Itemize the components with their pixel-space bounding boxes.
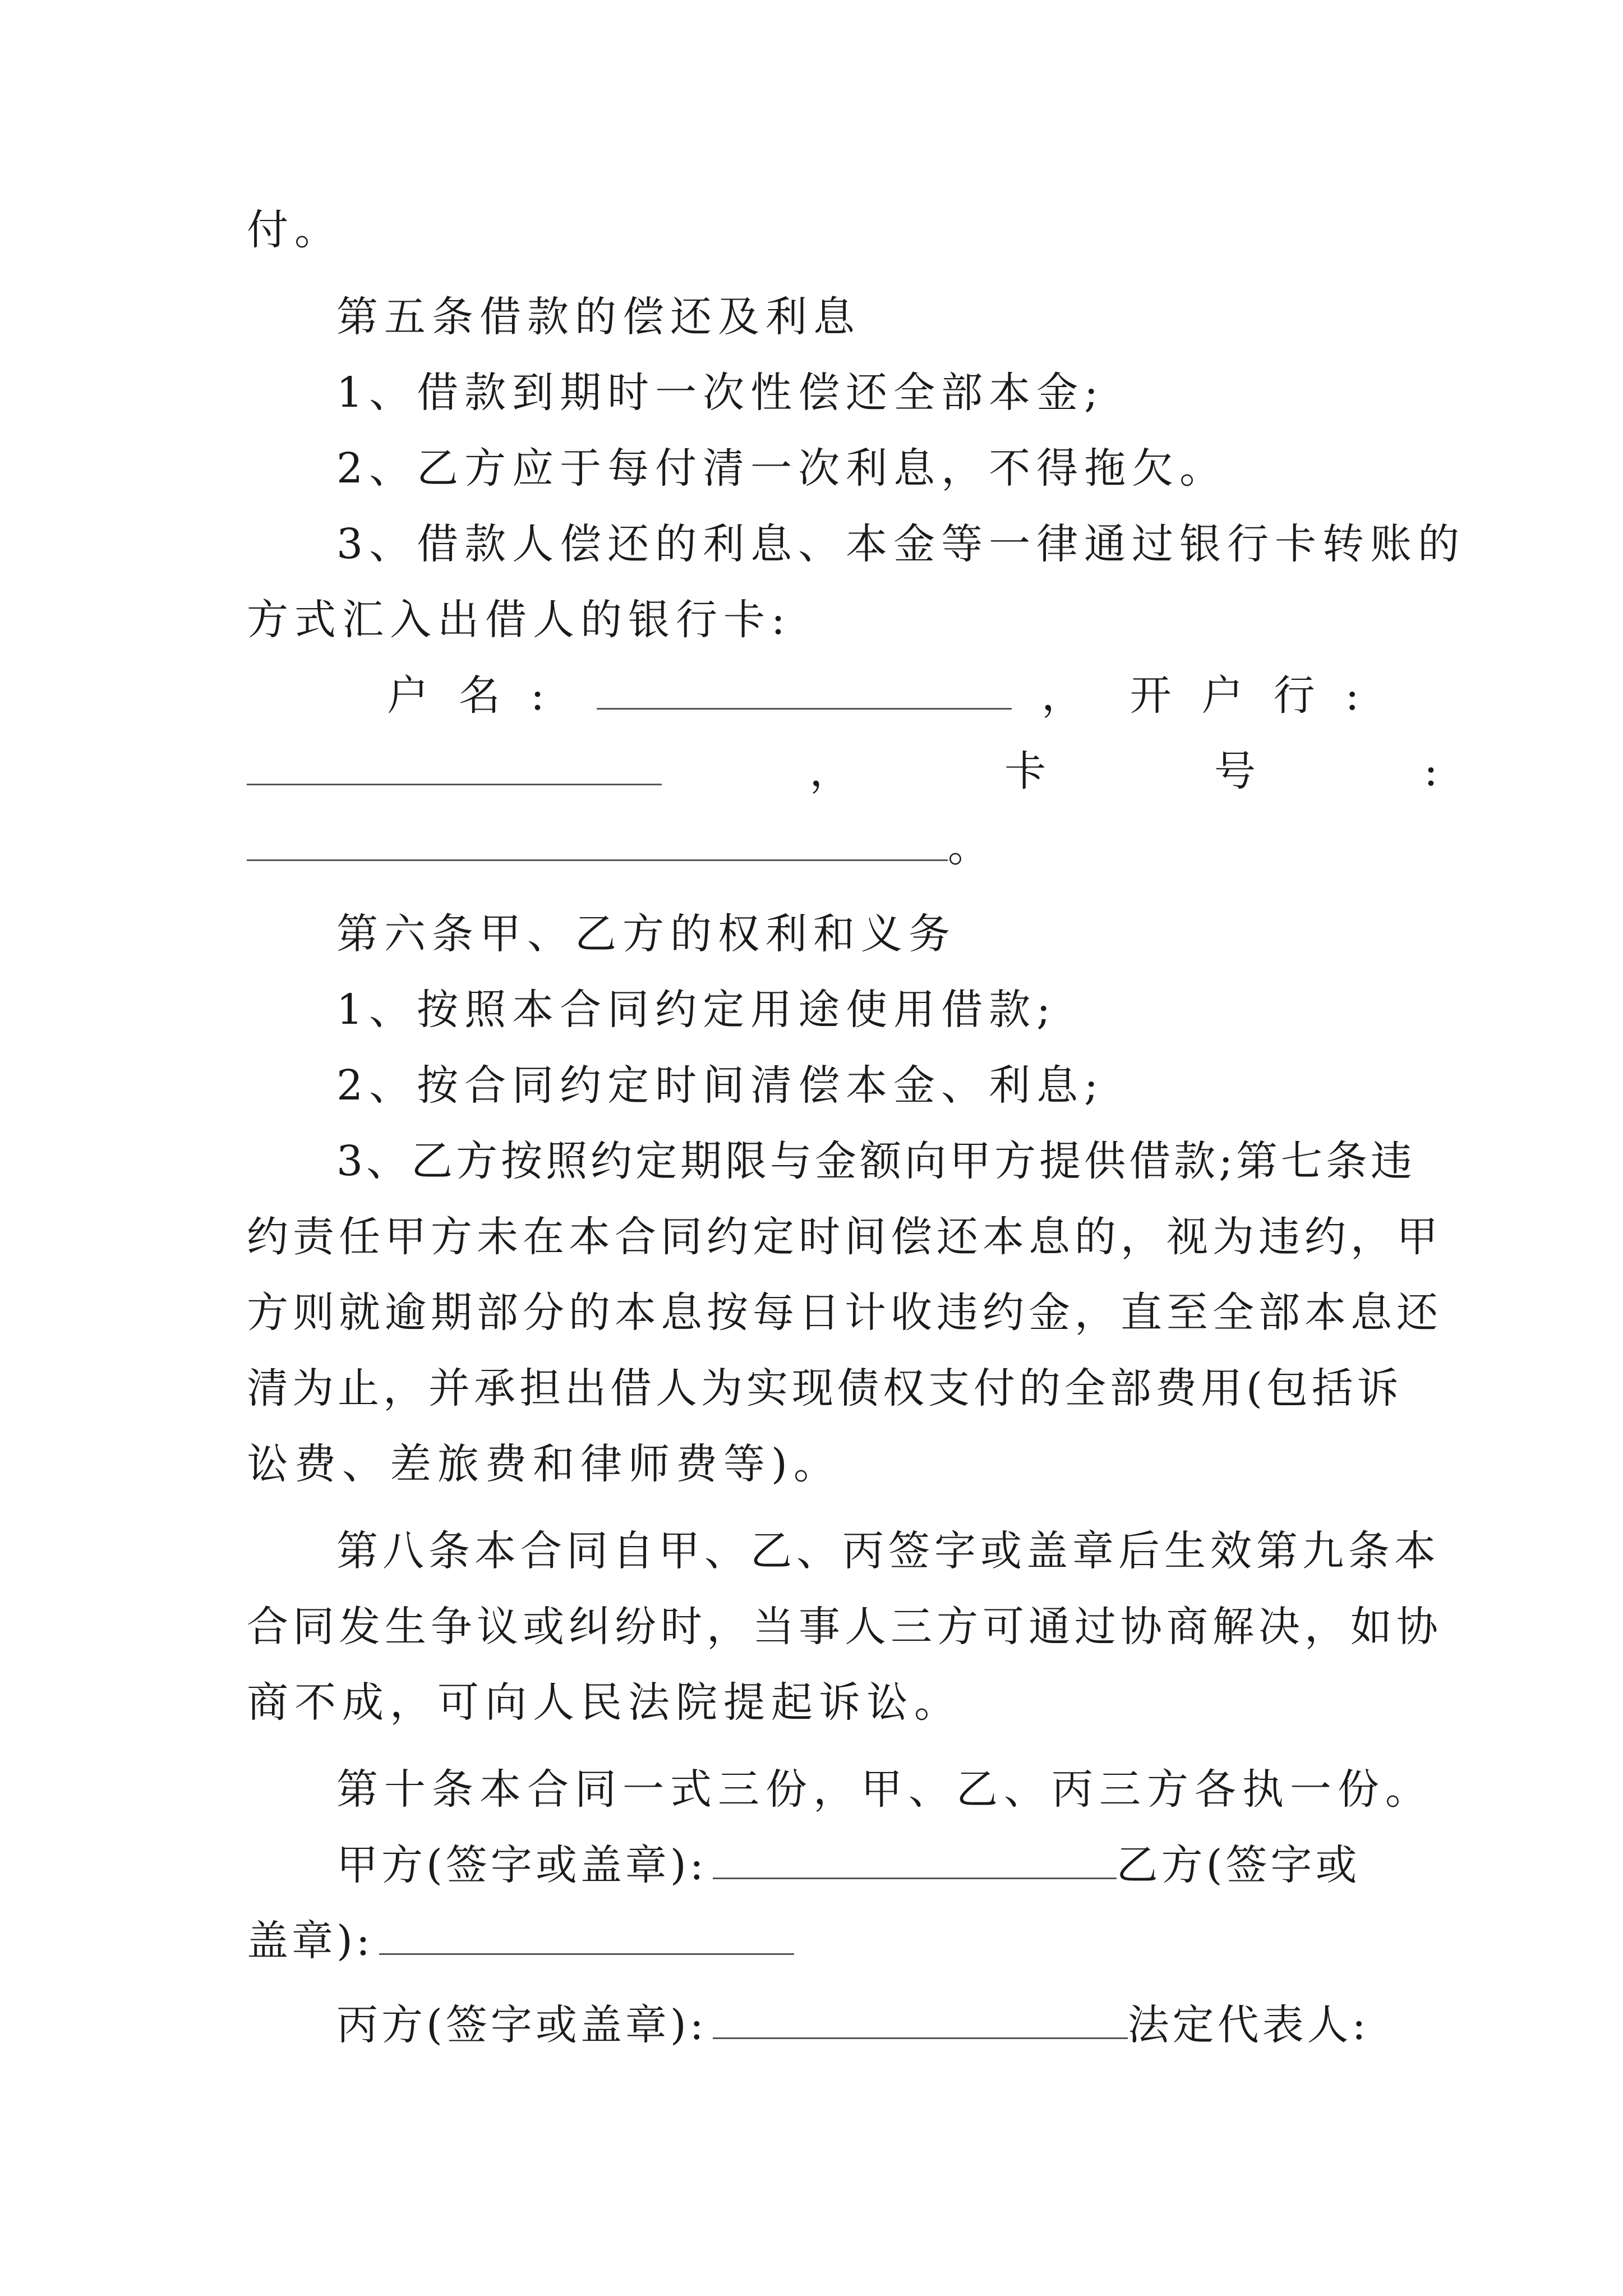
card-label: 卡号: (1004, 747, 1606, 795)
bank-account-line-2 (247, 746, 1606, 797)
card-number-blank (247, 827, 948, 861)
party-b-signature-blank (379, 1921, 794, 1955)
signature-line-b (247, 1916, 1380, 1966)
text-line: 1、按照本合同约定用途使用借款; (336, 986, 1057, 1034)
party-a-label: 甲方(签字或盖章): (336, 1841, 707, 1889)
signature-line-c (336, 2000, 1469, 2050)
text-line: 2、按合同约定时间清偿本金、利息; (336, 1061, 1105, 1110)
section-heading-article-10: 第十条本合同一式三份，甲、乙、丙三方各执一份。 (336, 1765, 1433, 1814)
bank-account-line-3 (247, 822, 1380, 872)
party-a-signature-blank (713, 1845, 1117, 1879)
party-b-label-cont: 盖章): (247, 1917, 374, 1965)
text-line: 讼费、差旅费和律师费等)。 (247, 1440, 841, 1488)
party-c-signature-blank (713, 2005, 1128, 2039)
text-line: 3、借款人偿还的利息、本金等一律通过银行卡转账的 (336, 520, 1466, 568)
account-name-blank (597, 675, 1012, 710)
bank-blank (247, 751, 662, 785)
comma: ， (809, 747, 851, 795)
text-line: 清为止，并承担出借人为实现债权支付的全部费用(包括诉 (247, 1364, 1403, 1412)
text-line: 约责任甲方未在本合同约定时间偿还本息的，视为违约，甲 (247, 1213, 1442, 1261)
section-heading-article-5: 第五条借款的偿还及利息 (336, 293, 861, 341)
party-c-label: 丙方(签字或盖章): (336, 2001, 707, 2049)
legal-rep-label: 法定代表人: (1127, 2001, 1370, 2049)
text-line: 1、借款到期时一次性偿还全部本金; (336, 369, 1105, 417)
text-line: 2、乙方应于每付清一次利息，不得拖欠。 (336, 444, 1228, 493)
period: 。 (948, 823, 989, 871)
bank-label: 开户行: (1129, 671, 1390, 720)
party-b-label: 乙方(签字或 (1116, 1841, 1361, 1889)
text-line: 合同发生争议或纠纷时，当事人三方可通过协商解决，如协 (247, 1603, 1442, 1651)
text-line: 方则就逾期部分的本息按每日计收违约金，直至全部本息还 (247, 1289, 1442, 1337)
text-line: 方式汇入出借人的银行卡: (247, 596, 791, 644)
bank-account-line-1 (387, 670, 1390, 721)
text-line: 第八条本合同自甲、乙、丙签字或盖章后生效第九条本 (336, 1527, 1440, 1575)
account-name-label: 户名: (387, 671, 575, 720)
text-line: 3、乙方按照约定期限与金额向甲方提供借款;第七条违 (336, 1137, 1416, 1185)
text-line: 付。 (247, 206, 342, 254)
comma: ， (1041, 671, 1083, 720)
text-line: 商不成，可向人民法院提起诉讼。 (247, 1678, 962, 1727)
section-heading-article-6: 第六条甲、乙方的权利和义务 (336, 910, 956, 958)
signature-line-ab (336, 1840, 1469, 1890)
